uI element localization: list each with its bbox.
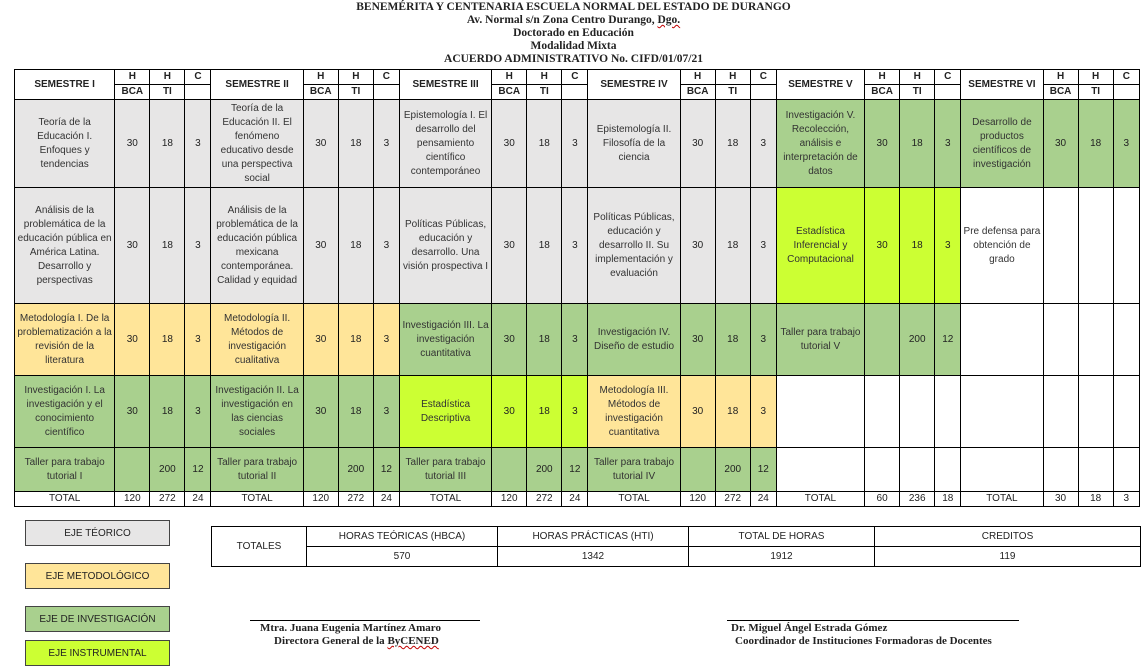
total-bca: 120 [492, 492, 527, 507]
course-name: Estadística Inferencial y Computacional [776, 188, 864, 304]
bca-value: 30 [680, 304, 715, 376]
credit-value: 3 [562, 376, 588, 448]
signature-line-left [250, 620, 480, 621]
total-credits: 18 [935, 492, 961, 507]
ti-value [1078, 188, 1113, 304]
bca-value: 30 [303, 304, 338, 376]
empty-cell [900, 376, 935, 448]
table-row [15, 448, 1140, 492]
total-bca: 30 [1043, 492, 1078, 507]
total-credits: 24 [750, 492, 776, 507]
credit-value: 3 [935, 100, 961, 188]
credit-value: 12 [562, 448, 588, 492]
credit-value: 3 [750, 100, 776, 188]
empty-cell [1078, 448, 1113, 492]
empty-header [1113, 85, 1139, 100]
signer-left-title-text: Directora General de la [274, 635, 388, 647]
credits-label: CREDITOS [875, 527, 1141, 547]
school-name: BENEMÉRITA Y CENTENARIA ESCUELA NORMAL DEL ESTADO DE DURANGO [356, 1, 791, 13]
credit-value: 3 [562, 188, 588, 304]
course-name: Metodología II. Métodos de investigación cualitativa [211, 304, 303, 376]
credit-value: 3 [373, 304, 399, 376]
semester-header: SEMESTRE IV [588, 70, 680, 100]
credits-value: 119 [875, 547, 1141, 567]
empty-cell [865, 376, 900, 448]
table-row [15, 188, 1140, 304]
course-name: Teoría de la Educación I. Enfoques y tendencias [15, 100, 115, 188]
semester-header: SEMESTRE III [399, 70, 491, 100]
course-name: Epistemología I. El desarrollo del pensamiento científico contemporáneo [399, 100, 491, 188]
bca-value: 30 [115, 304, 150, 376]
empty-header [750, 85, 776, 100]
course-name: Investigación II. La investigación en las ciencias sociales [211, 376, 303, 448]
empty-cell [1078, 376, 1113, 448]
bca-value: 30 [865, 100, 900, 188]
credit-value: 3 [185, 376, 211, 448]
signature-right [731, 622, 992, 648]
course-name: Políticas Públicas, educación y desarrollo. Una visión prospectiva I [399, 188, 491, 304]
ti-value: 18 [715, 376, 750, 448]
signer-left-name: Mtra. Juana Eugenia Martínez Amaro [260, 622, 441, 634]
bca-value [492, 448, 527, 492]
total-credits: 24 [562, 492, 588, 507]
table-row [15, 100, 1140, 188]
hbca-label: HORAS TEÓRICAS (HBCA) [307, 527, 498, 547]
signer-right-name: Dr. Miguel Ángel Estrada Gómez [731, 622, 888, 634]
bca-value: 30 [115, 376, 150, 448]
ti-value: 18 [715, 304, 750, 376]
course-name: Análisis de la problemática de la educación pública en América Latina. Desarrollo y perspectivas [15, 188, 115, 304]
header-row-top [15, 70, 1140, 85]
ti-header: TI [150, 85, 185, 100]
bca-value: 30 [303, 376, 338, 448]
h-header: H [150, 70, 185, 85]
empty-cell [1113, 304, 1139, 376]
credit-value: 3 [185, 188, 211, 304]
total-label: TOTAL [399, 492, 491, 507]
credit-value: 3 [185, 100, 211, 188]
document-header [0, 1, 1147, 66]
ti-value: 18 [900, 188, 935, 304]
course-name: Investigación I. La investigación y el conocimiento científico [15, 376, 115, 448]
total-bca: 120 [115, 492, 150, 507]
c-header: C [185, 70, 211, 85]
total-hours-label: TOTAL DE HORAS [689, 527, 875, 547]
total-ti: 272 [715, 492, 750, 507]
ti-value: 18 [527, 304, 562, 376]
empty-cell [935, 448, 961, 492]
address-text: Av. Normal s/n Zona Centro Durango, [466, 14, 658, 26]
address-city: Dgo. [657, 14, 681, 26]
bca-value [115, 448, 150, 492]
ti-value: 18 [715, 100, 750, 188]
bca-value: 30 [115, 188, 150, 304]
empty-header [562, 85, 588, 100]
bca-value: 30 [115, 100, 150, 188]
empty-cell [961, 448, 1043, 492]
signature-left [260, 622, 441, 648]
bca-value [865, 304, 900, 376]
total-credits: 3 [1113, 492, 1139, 507]
bca-value: 30 [492, 100, 527, 188]
ti-value: 200 [527, 448, 562, 492]
empty-cell [900, 448, 935, 492]
bca-header: BCA [115, 85, 150, 100]
signer-left-title [260, 635, 441, 648]
hti-label: HORAS PRÁCTICAS (HTI) [498, 527, 689, 547]
credit-value: 12 [750, 448, 776, 492]
ti-value: 18 [150, 100, 185, 188]
signature-line-right [727, 620, 1019, 621]
school-address [0, 14, 1147, 27]
empty-header [185, 85, 211, 100]
program-name: Doctorado en Educación [513, 27, 634, 39]
bca-value: 30 [303, 188, 338, 304]
course-name: Investigación III. La investigación cuantitativa [399, 304, 491, 376]
course-name: Taller para trabajo tutorial II [211, 448, 303, 492]
total-credits: 24 [373, 492, 399, 507]
ti-value: 18 [338, 304, 373, 376]
credit-value: 12 [935, 304, 961, 376]
bca-header: BCA [1043, 85, 1078, 100]
total-label: TOTAL [588, 492, 680, 507]
ti-value: 200 [900, 304, 935, 376]
course-name: Taller para trabajo tutorial IV [588, 448, 680, 492]
empty-cell [935, 376, 961, 448]
bca-header: BCA [865, 85, 900, 100]
empty-cell [1078, 304, 1113, 376]
total-ti: 272 [338, 492, 373, 507]
summary-value-row [212, 547, 1141, 567]
credit-value: 3 [750, 304, 776, 376]
empty-header [935, 85, 961, 100]
empty-cell [776, 376, 864, 448]
total-label: TOTAL [211, 492, 303, 507]
ti-header: TI [900, 85, 935, 100]
legend-metodologico: EJE METODOLÓGICO [25, 563, 170, 589]
ti-value: 200 [338, 448, 373, 492]
ti-value: 18 [338, 188, 373, 304]
h-header: H [715, 70, 750, 85]
credit-value [1113, 188, 1139, 304]
ti-header: TI [338, 85, 373, 100]
total-credits: 24 [185, 492, 211, 507]
empty-cell [961, 304, 1043, 376]
bca-value: 30 [680, 376, 715, 448]
bca-value: 30 [492, 376, 527, 448]
totals-row [15, 492, 1140, 507]
bca-value: 30 [492, 304, 527, 376]
c-header: C [750, 70, 776, 85]
credit-value: 3 [185, 304, 211, 376]
curriculum-table [14, 69, 1140, 507]
empty-cell [1043, 304, 1078, 376]
c-header: C [935, 70, 961, 85]
totales-label: TOTALES [212, 527, 307, 567]
total-ti: 236 [900, 492, 935, 507]
semester-header: SEMESTRE I [15, 70, 115, 100]
course-name: Taller para trabajo tutorial I [15, 448, 115, 492]
bca-value: 30 [865, 188, 900, 304]
total-label: TOTAL [15, 492, 115, 507]
ti-value: 18 [150, 304, 185, 376]
hbca-value: 570 [307, 547, 498, 567]
total-ti: 272 [150, 492, 185, 507]
bca-value [303, 448, 338, 492]
empty-cell [1043, 376, 1078, 448]
bca-value: 30 [680, 188, 715, 304]
course-name: Políticas Públicas, educación y desarrollo II. Su implementación y evaluación [588, 188, 680, 304]
credit-value: 12 [373, 448, 399, 492]
h-header: H [1043, 70, 1078, 85]
course-name: Taller para trabajo tutorial V [776, 304, 864, 376]
credit-value: 3 [935, 188, 961, 304]
bca-header: BCA [492, 85, 527, 100]
ti-header: TI [527, 85, 562, 100]
empty-cell [1043, 448, 1078, 492]
program-modality: Modalidad Mixta [530, 40, 617, 52]
ti-value: 18 [1078, 100, 1113, 188]
total-bca: 120 [680, 492, 715, 507]
h-header: H [338, 70, 373, 85]
bca-value [680, 448, 715, 492]
total-label: TOTAL [776, 492, 864, 507]
course-name: Epistemología II. Filosofía de la ciencia [588, 100, 680, 188]
course-name: Taller para trabajo tutorial III [399, 448, 491, 492]
total-ti: 18 [1078, 492, 1113, 507]
h-header: H [1078, 70, 1113, 85]
course-name: Investigación V. Recolección, análisis e interpretación de datos [776, 100, 864, 188]
credit-value: 3 [373, 188, 399, 304]
course-name: Pre defensa para obtención de grado [961, 188, 1043, 304]
ti-value: 18 [338, 376, 373, 448]
bca-value: 30 [1043, 100, 1078, 188]
empty-cell [865, 448, 900, 492]
credit-value: 3 [373, 100, 399, 188]
ti-value: 18 [715, 188, 750, 304]
legend-teorico: EJE TÉORICO [25, 520, 170, 546]
ti-value: 18 [338, 100, 373, 188]
credit-value: 3 [750, 188, 776, 304]
ti-header: TI [715, 85, 750, 100]
credit-value: 3 [750, 376, 776, 448]
semester-header: SEMESTRE V [776, 70, 864, 100]
c-header: C [373, 70, 399, 85]
total-ti: 272 [527, 492, 562, 507]
h-header: H [680, 70, 715, 85]
legend-instrumental: EJE INSTRUMENTAL [25, 640, 170, 666]
hti-value: 1342 [498, 547, 689, 567]
credit-value: 3 [1113, 100, 1139, 188]
course-name: Metodología III. Métodos de investigación cuantitativa [588, 376, 680, 448]
agreement-number: ACUERDO ADMINISTRATIVO No. CIFD/01/07/21 [444, 53, 703, 65]
c-header: C [1113, 70, 1139, 85]
credit-value: 3 [562, 100, 588, 188]
ti-value: 200 [715, 448, 750, 492]
ti-value: 18 [527, 376, 562, 448]
h-header: H [492, 70, 527, 85]
bca-header: BCA [680, 85, 715, 100]
credit-value: 3 [562, 304, 588, 376]
ti-value: 18 [150, 188, 185, 304]
credit-value: 12 [185, 448, 211, 492]
summary-header-row [212, 527, 1141, 547]
c-header: C [562, 70, 588, 85]
bca-value: 30 [680, 100, 715, 188]
h-header: H [527, 70, 562, 85]
h-header: H [900, 70, 935, 85]
course-name: Estadística Descriptiva [399, 376, 491, 448]
total-label: TOTAL [961, 492, 1043, 507]
total-bca: 120 [303, 492, 338, 507]
ti-header: TI [1078, 85, 1113, 100]
empty-cell [961, 376, 1043, 448]
ti-value: 18 [527, 188, 562, 304]
semester-header: SEMESTRE VI [961, 70, 1043, 100]
semester-header: SEMESTRE II [211, 70, 303, 100]
bca-value: 30 [303, 100, 338, 188]
course-name: Teoría de la Educación II. El fenómeno educativo desde una perspectiva social [211, 100, 303, 188]
bca-value: 30 [492, 188, 527, 304]
total-hours-value: 1912 [689, 547, 875, 567]
h-header: H [865, 70, 900, 85]
course-name: Metodología I. De la problematización a la revisión de la literatura [15, 304, 115, 376]
table-row [15, 304, 1140, 376]
ti-value: 18 [150, 376, 185, 448]
empty-cell [776, 448, 864, 492]
bca-header: BCA [303, 85, 338, 100]
total-bca: 60 [865, 492, 900, 507]
ti-value: 18 [900, 100, 935, 188]
empty-header [373, 85, 399, 100]
credit-value: 3 [373, 376, 399, 448]
bca-value [1043, 188, 1078, 304]
h-header: H [303, 70, 338, 85]
legend-investigacion: EJE DE INVESTIGACIÓN [25, 606, 170, 632]
totals-summary-table [211, 526, 1141, 567]
signer-right-title: Coordinador de Instituciones Formadoras de Docentes [735, 635, 992, 647]
course-name: Análisis de la problemática de la educación pública mexicana contemporánea. Calidad y equidad [211, 188, 303, 304]
course-name: Investigación IV. Diseño de estudio [588, 304, 680, 376]
ti-value: 200 [150, 448, 185, 492]
signer-left-institution: ByCENED [387, 635, 439, 647]
empty-cell [1113, 376, 1139, 448]
ti-value: 18 [527, 100, 562, 188]
h-header: H [115, 70, 150, 85]
table-row [15, 376, 1140, 448]
empty-cell [1113, 448, 1139, 492]
course-name: Desarrollo de productos científicos de investigación [961, 100, 1043, 188]
